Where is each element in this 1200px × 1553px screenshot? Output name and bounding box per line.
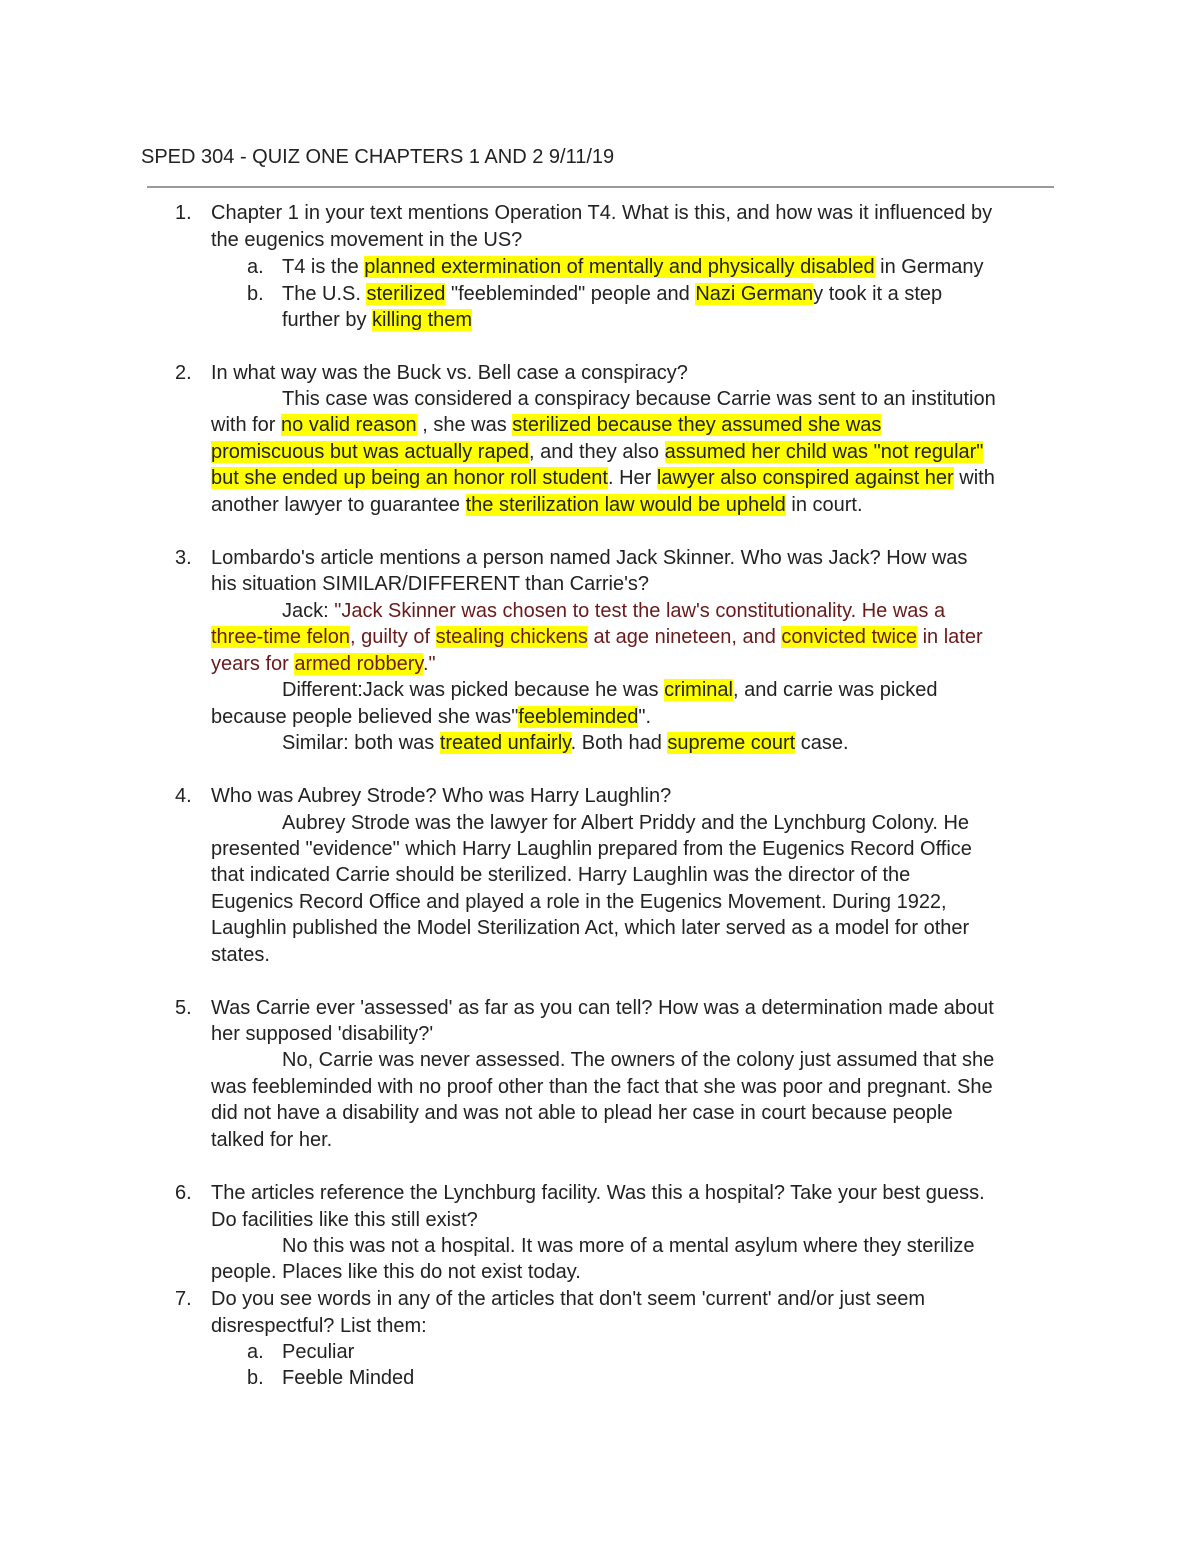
q2-l3-text-2: , she was [416, 414, 513, 436]
q1-b-text-4: further by [282, 309, 373, 331]
q2-l3-highlight-2: sterilized because they assumed she was [512, 414, 882, 436]
q2-l3-text-1: with for [211, 414, 282, 436]
q1-b-highlight-3: killing them [372, 309, 473, 331]
q3-l3-quote-1: "Jack Skinner was chosen to test the law's constitutionality. He was a [334, 600, 946, 622]
q3-line-1: Lombardo's article mentions a person named Jack Skinner. Who was Jack? How was [211, 547, 968, 569]
q2-l3-highlight-1: no valid reason [281, 414, 417, 436]
q3-l8-highlight-2: supreme court [667, 732, 796, 754]
q7-line-2: disrespectful? List them: [211, 1315, 427, 1337]
q5-line-3: No, Carrie was never assessed. The owners of the colony just assumed that she [282, 1049, 995, 1071]
q2-line-3 [211, 412, 881, 438]
q3-line-7 [211, 704, 651, 730]
q4-line-4: that indicated Carrie should be sterilized. Harry Laughlin was the director of the [211, 864, 911, 886]
q4-line-6: Laughlin published the Model Sterilization Act, which later served as a model for other [211, 917, 970, 939]
q1-b-highlight-2: Nazi German [695, 283, 814, 305]
q2-number: 2. [175, 362, 192, 384]
q4-line-2: Aubrey Strode was the lawyer for Albert Priddy and the Lynchburg Colony. He [282, 812, 970, 834]
q3-l6-highlight-1: criminal [664, 679, 733, 701]
q1-b-highlight-1: sterilized [366, 283, 446, 305]
q3-l3-text-1: Jack: [282, 600, 335, 622]
q1-a-highlight-1: planned extermination of mentally and physically disabled [364, 256, 875, 278]
q4-line-3: presented "evidence" which Harry Laughlin prepared from the Eugenics Record Office [211, 838, 972, 860]
q1-b-text-2: "feebleminded" people and [445, 283, 696, 305]
q3-l8-text-3: case. [795, 732, 849, 754]
q3-number: 3. [175, 547, 192, 569]
q3-l6-text-1: Different:Jack was picked because he was [282, 679, 665, 701]
q3-l8-highlight-1: treated unfairly [439, 732, 571, 754]
q3-l5-highlight-1: armed robbery [294, 653, 423, 675]
title-divider [147, 186, 1054, 188]
q5-line-4: was feebleminded with no proof other than the fact that she was poor and pregnant. She [211, 1076, 993, 1098]
q3-l4-quote-1: , guilty of [349, 626, 436, 648]
q1-number: 1. [175, 202, 192, 224]
q7-answer-b-marker: b. [247, 1367, 264, 1389]
q6-line-3: No this was not a hospital. It was more of a mental asylum where they sterilize [282, 1235, 975, 1257]
q1-answer-b-line-1 [282, 281, 942, 307]
q2-line-1: In what way was the Buck vs. Bell case a conspiracy? [211, 362, 688, 384]
q2-line-2: This case was considered a conspiracy because Carrie was sent to an institution [282, 388, 996, 410]
q4-line-5: Eugenics Record Office and played a role in the Eugenics Movement. During 1922, [211, 891, 947, 913]
q1-answer-a [282, 254, 984, 280]
q2-l5-highlight-1: but she ended up being an honor roll student [211, 467, 608, 489]
q1-a-text-2: in Germany [874, 256, 984, 278]
q5-line-1: Was Carrie ever 'assessed' as far as you can tell? How was a determination made about [211, 997, 994, 1019]
q5-number: 5. [175, 997, 192, 1019]
q4-line-1: Who was Aubrey Strode? Who was Harry Laughlin? [211, 785, 672, 807]
q2-l4-text-1: , and they also [528, 441, 665, 463]
q5-line-2: her supposed 'disability?' [211, 1023, 434, 1045]
q7-number: 7. [175, 1288, 192, 1310]
q1-answer-b-line-2 [282, 307, 472, 333]
q1-b-text-3: y took it a step [813, 283, 943, 305]
q5-line-6: talked for her. [211, 1129, 333, 1151]
q2-l4-highlight-2: assumed her child was "not regular" [664, 441, 984, 463]
q3-l7-text-2: ". [638, 706, 652, 728]
q1-a-text-1: T4 is the [282, 256, 365, 278]
q6-number: 6. [175, 1182, 192, 1204]
q6-line-2: Do facilities like this still exist? [211, 1209, 478, 1231]
q4-number: 4. [175, 785, 192, 807]
q3-l5-quote-1: years for [211, 653, 295, 675]
q2-l6-text-2: in court. [785, 494, 863, 516]
q1-b-text-1: The U.S. [282, 283, 367, 305]
q2-l5-text-2: with [953, 467, 995, 489]
q3-l8-text-2: . Both had [570, 732, 668, 754]
q2-l5-text-1: . Her [607, 467, 657, 489]
q1-line-1: Chapter 1 in your text mentions Operation T4. What is this, and how was it influenced by [211, 202, 993, 224]
q1-answer-a-marker: a. [247, 256, 264, 278]
q3-l8-text-1: Similar: both was [282, 732, 440, 754]
q2-line-5 [211, 465, 995, 491]
q4-line-7: states. [211, 944, 270, 966]
q2-l5-highlight-2: lawyer also conspired against her [656, 467, 954, 489]
document-title: SPED 304 - QUIZ ONE CHAPTERS 1 AND 2 9/11/19 [141, 146, 615, 168]
q3-line-3 [282, 598, 945, 624]
q7-answer-a: Peculiar [282, 1341, 355, 1363]
q3-line-5 [211, 651, 436, 677]
q2-l4-highlight-1: promiscuous but was actually raped [211, 441, 529, 463]
q3-l4-quote-2: at age nineteen, and [587, 626, 782, 648]
q6-line-4: people. Places like this do not exist today. [211, 1261, 581, 1283]
q3-l4-highlight-3: convicted twice [781, 626, 918, 648]
q2-l6-highlight-1: the sterilization law would be upheld [465, 494, 786, 516]
q7-answer-a-marker: a. [247, 1341, 264, 1363]
q3-l6-text-2: , and carrie was picked [732, 679, 938, 701]
q6-line-1: The articles reference the Lynchburg facility. Was this a hospital? Take your best guess. [211, 1182, 985, 1204]
q3-l5-quote-2: ." [422, 653, 436, 675]
q3-l7-text-1: because people believed she was" [211, 706, 519, 728]
q1-answer-b-marker: b. [247, 283, 264, 305]
q3-l4-highlight-2: stealing chickens [435, 626, 588, 648]
q2-line-4 [211, 439, 983, 465]
q7-answer-b: Feeble Minded [282, 1367, 415, 1389]
q7-line-1: Do you see words in any of the articles that don't seem 'current' and/or just seem [211, 1288, 926, 1310]
q3-l4-highlight-1: three-time felon [211, 626, 350, 648]
q5-line-5: did not have a disability and was not able to plead her case in court because people [211, 1102, 953, 1124]
q3-line-6 [282, 677, 938, 703]
q3-l7-highlight-1: feebleminded [518, 706, 639, 728]
q1-line-2: the eugenics movement in the US? [211, 229, 523, 251]
q3-line-8 [282, 730, 849, 756]
q3-line-2: his situation SIMILAR/DIFFERENT than Carrie's? [211, 573, 650, 595]
q2-l6-text-1: another lawyer to guarantee [211, 494, 466, 516]
q2-line-6 [211, 492, 863, 518]
q3-l4-quote-3: in later [917, 626, 983, 648]
q3-line-4 [211, 624, 983, 650]
